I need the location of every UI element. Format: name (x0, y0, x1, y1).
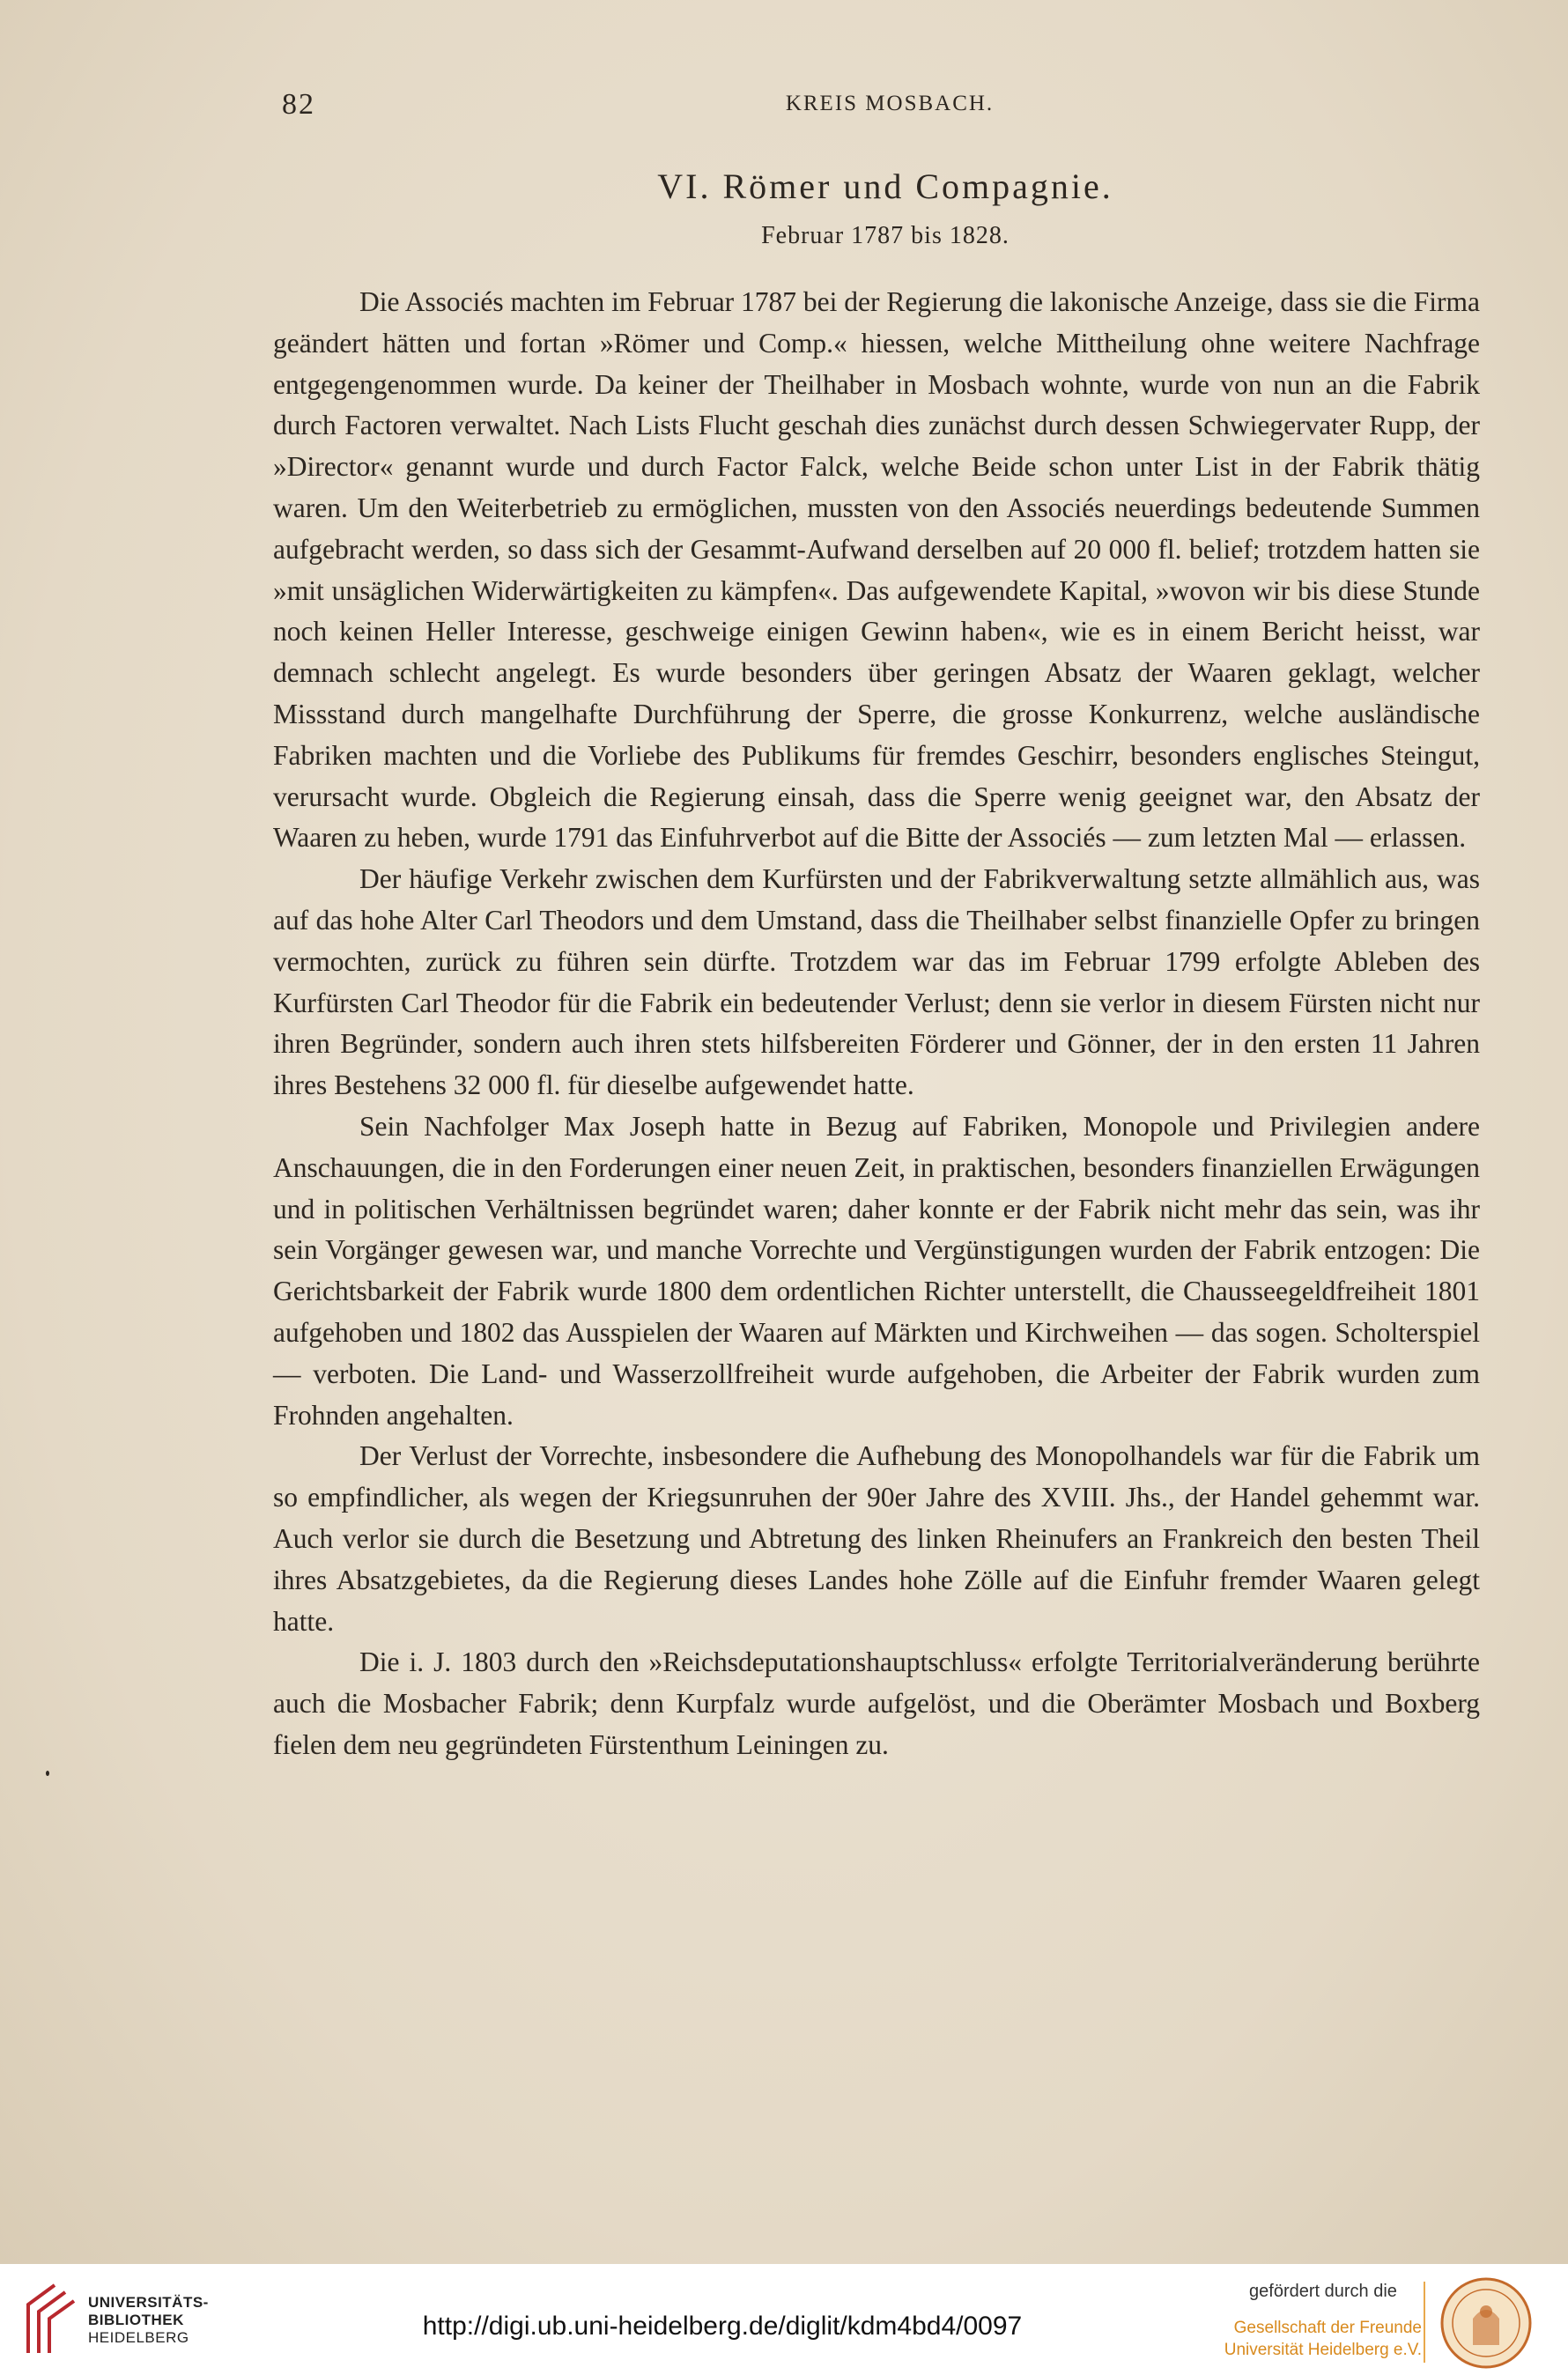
paragraph: Die Associés machten im Februar 1787 bei der Regierung die lakonische Anzeige, dass sie die Firma geändert hätten und fortan »Römer und Comp.« hiessen, welche Mittheilung ohne weitere Nachfrage entgegengenommen wurde. Da keiner der Theilhaber in Mosbach wohnte, wurde von nun an die Fabrik durch Factoren verwaltet. Nach Lists Flucht geschah dies zunächst durch dessen Schwiegervater Rupp, der »Director« genannt wurde und durch Factor Falck, welche Beide schon unter List in der Fabrik thätig waren. Um den Weiterbetrieb zu ermöglichen, mussten von den Associés neuerdings bedeutende Summen aufgebracht werden, so dass sich der Gesammt-Aufwand derselben auf 20 000 fl. belief; trotzdem hatten sie »mit unsäglichen Widerwärtigkeiten zu kämpfen«. Das aufgewendete Kapital, »wovon wir bis diese Stunde noch keinen Heller Interesse, geschweige einigen Gewinn haben«, wie es in einem Bericht heisst, war demnach schlecht angelegt. Es wurde besonders über geringen Absatz der Waaren geklagt, welcher Missstand durch mangelhafte Durchführung der Sperre, die grosse Konkurrenz, welche ausländische Fabriken machten und die Vorliebe des Publikums für fremdes Geschirr, besonders englisches Steingut, verursacht wurde. Obgleich die Regierung einsah, dass die Sperre wenig geeignet war, den Absatz der Waaren zu heben, wurde 1791 das Einfuhrverbot auf die Bitte der Associés — zum letzten Mal — erlassen. (273, 286, 1480, 854)
running-head: KREIS MOSBACH. (785, 92, 995, 115)
page-header (282, 88, 1498, 123)
university-seal-icon (1438, 2275, 1535, 2371)
paragraph: Der Verlust der Vorrechte, insbesondere die Aufhebung des Monopolhandels war für die Fabrik um so empfindlicher, als wegen der Kriegsunruhen der 90er Jahre des XVIII. Jhs., der Handel gehemmt war. Auch verlor sie durch die Besetzung und Abtretung des linken Rheinufers an Frankreich den besten Theil ihres Absatzgebietes, da die Regierung dieses Landes hohe Zölle auf die Einfuhr fremder Waaren gelegt hatte. (273, 1440, 1480, 1637)
paragraph: Sein Nachfolger Max Joseph hatte in Bezug auf Fabriken, Monopole und Privilegien andere Anschauungen, die in den Forderungen einer neuen Zeit, in praktischen, besonders finanziellen Erwägungen und in politischen Verhältnissen begründet waren; daher konnte er der Fabrik nicht mehr das sein, was ihr sein Vorgänger gewesen war, und manche Vorrechte und Vergünstigungen wurden der Fabrik entzogen: Die Gerichtsbarkeit der Fabrik wurde 1800 dem ordentlichen Richter unterstellt, die Chausseegeldfreiheit 1801 aufgehoben und 1802 das Ausspielen der Waaren auf Märkten und Kirchweihen — das sogen. Scholterspiel — verboten. Die Land- und Wasserzollfreiheit wurde aufgehoben, die Arbeiter der Fabrik wurden zum Frohnden angehalten. (273, 1110, 1480, 1431)
sponsor-name: Gesellschaft der Freunde Universität Heidelberg e.V. (1224, 2319, 1422, 2359)
digitization-footer (0, 2264, 1568, 2375)
permalink-url[interactable]: http://digi.ub.uni-heidelberg.de/diglit/kdm4bd4/0097 (422, 2312, 1023, 2341)
paragraph: Der häufige Verkehr zwischen dem Kurfürsten und der Fabrikverwaltung setzte allmählich aus, was auf das hohe Alter Carl Theodors und dem Umstand, dass die Theilhaber selbst finanzielle Opfer zu bringen vermochten, zurück zu führen sein dürfte. Trotzdem war das im Februar 1799 erfolgte Ableben des Kurfürsten Carl Theodor für die Fabrik ein bedeutender Verlust; denn sie verlor in diesem Fürsten nicht nur ihren Begründer, sondern auch ihren stets hilfsbereiten Förderer und Gönner, der in den ersten 11 Jahren ihres Bestehens 32 000 fl. für dieselbe aufgewendet hatte. (273, 863, 1480, 1101)
section-title: VI. Römer und Compagnie. (657, 166, 1113, 206)
page-number: 82 (282, 88, 315, 121)
sponsor-label: gefördert durch die (1249, 2282, 1397, 2301)
library-name: UNIVERSITÄTS- BIBLIOTHEK HEIDELBERG (88, 2294, 209, 2346)
library-logo-icon (19, 2278, 81, 2357)
paragraph: Die i. J. 1803 durch den »Reichsdeputationshauptschluss« erfolgte Territorialveränderung berührte auch die Mosbacher Fabrik; denn Kurpfalz wurde aufgelöst, und die Oberämter Mosbach und Boxberg fielen dem neu gegründeten Fürstenthum Leiningen zu. (273, 1646, 1480, 1760)
sponsor-divider (1424, 2282, 1425, 2363)
section-dates: Februar 1787 bis 1828. (761, 222, 1010, 249)
body-text (273, 282, 1480, 1766)
ink-speck (46, 1771, 49, 1776)
